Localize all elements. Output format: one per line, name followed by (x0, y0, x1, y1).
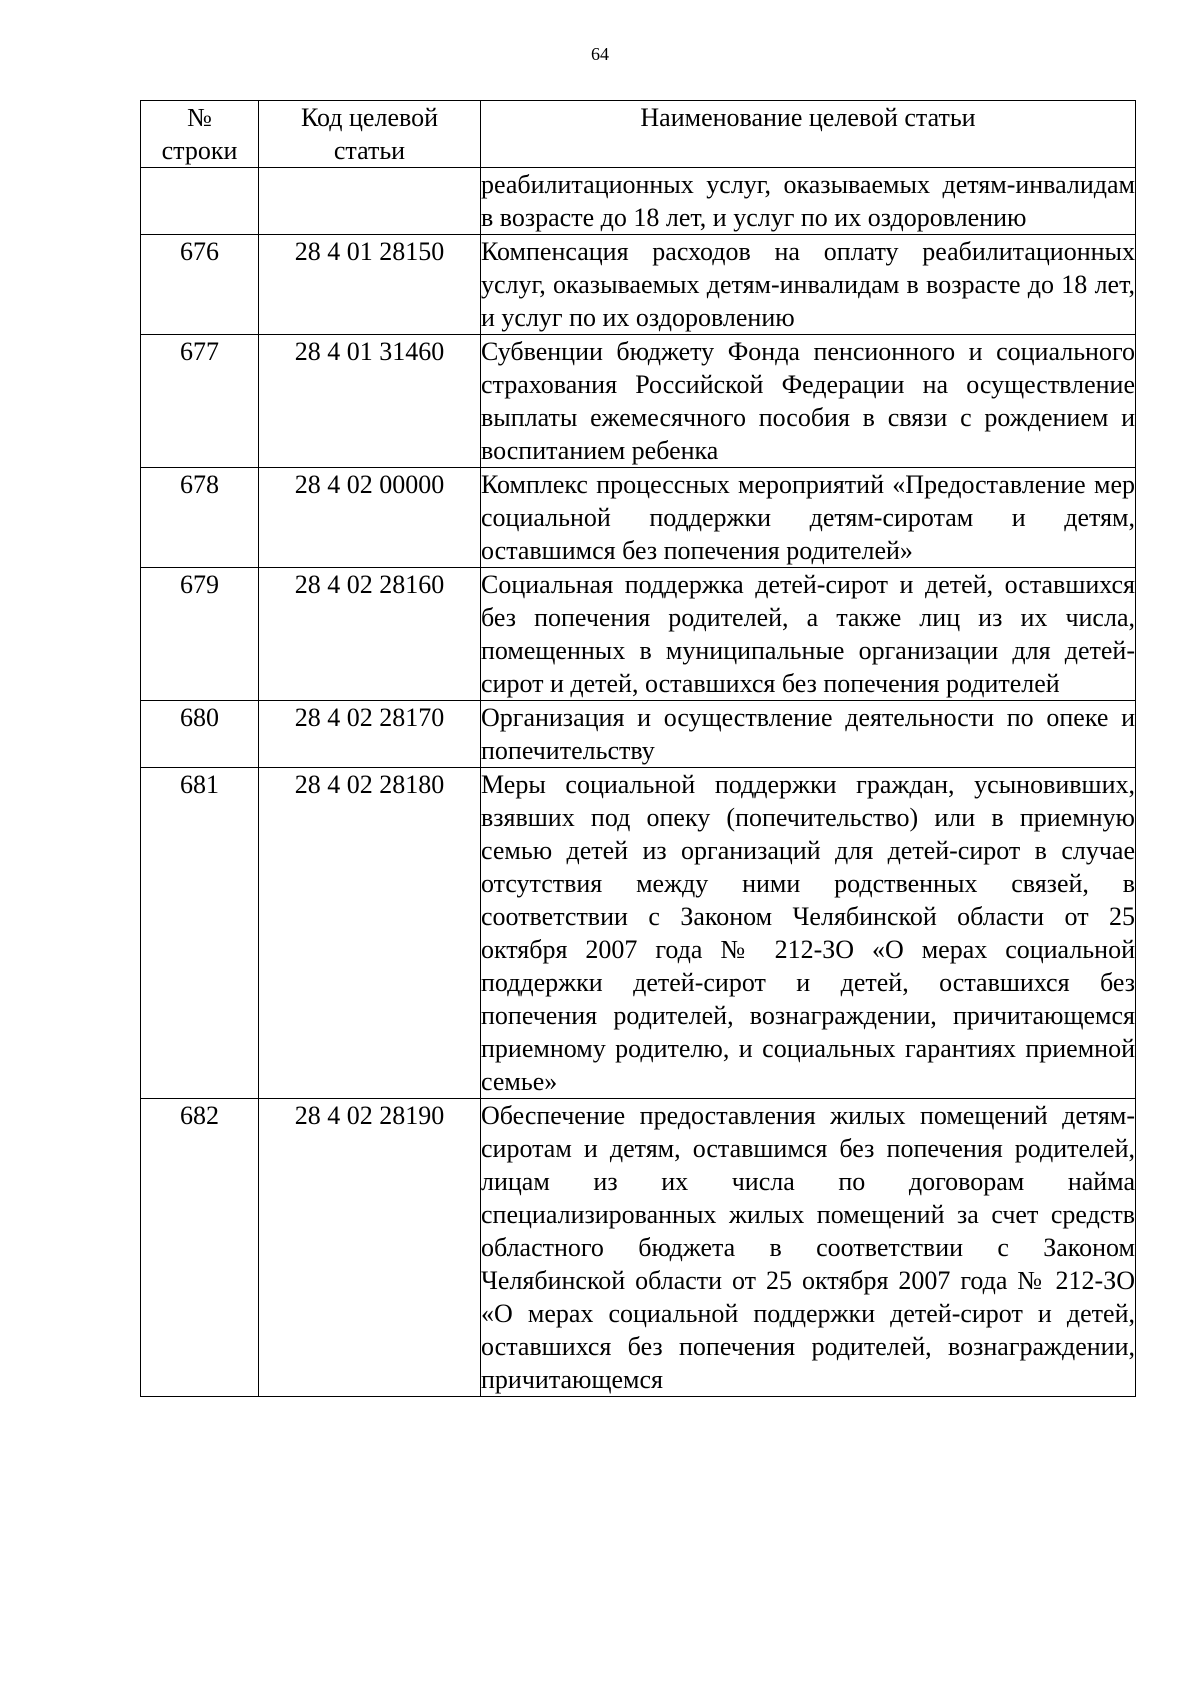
table-row (141, 168, 1136, 235)
table-body (141, 168, 1136, 1397)
article-code-cell: 28 4 02 28170 (259, 701, 481, 768)
table-header-row (141, 101, 1136, 168)
header-article-code-line1: Код целевой (300, 103, 438, 132)
article-name-cell: Меры социальной поддержки граждан, усыновивших, взявших под опеку (попечительство) или в приемную семью детей из организаций для детей-сирот в случае отсутствия между ними родственных связей, в соответствии с Законом Челябинской области от 25 октября 2007 года № 212-ЗО «О мерах социальной поддержки детей-сирот и детей, оставшихся без попечения родителей, вознаграждении, причитающемся приемному родителю, и социальных гарантиях приемной семье» (481, 768, 1136, 1099)
row-number-cell: 677 (141, 335, 259, 468)
row-number-cell (141, 168, 259, 235)
article-code-cell: 28 4 01 28150 (259, 235, 481, 335)
article-name-cell: Комплекс процессных мероприятий «Предоставление мер социальной поддержки детям-сиротам и детям, оставшимся без попечения родителей» (481, 468, 1136, 568)
row-number-cell: 680 (141, 701, 259, 768)
row-number-cell: 676 (141, 235, 259, 335)
table-row (141, 335, 1136, 468)
article-name-cell: Обеспечение предоставления жилых помещений детям-сиротам и детям, оставшимся без попечения родителей, лицам из их числа по договорам найма специализированных жилых помещений за счет средств областного бюджета в соответствии с Законом Челябинской области от 25 октября 2007 года № 212-ЗО «О мерах социальной поддержки детей-сирот и детей, оставшихся без попечения родителей, вознаграждении, причитающемся (481, 1099, 1136, 1397)
row-number-cell: 682 (141, 1099, 259, 1397)
header-row-number (141, 101, 259, 168)
article-name-cell: Социальная поддержка детей-сирот и детей, оставшихся без попечения родителей, а также лиц из их числа, помещенных в муниципальные организации для детей-сирот и детей, оставшихся без попечения родителей (481, 568, 1136, 701)
header-article-name: Наименование целевой статьи (481, 101, 1136, 168)
page-number: 64 (591, 44, 609, 64)
table-row (141, 768, 1136, 1099)
article-name-cell: Компенсация расходов на оплату реабилитационных услуг, оказываемых детям-инвалидам в возрасте до 18 лет, и услуг по их оздоровлению (481, 235, 1136, 335)
article-code-cell: 28 4 02 28190 (259, 1099, 481, 1397)
header-article-code-line2: статьи (333, 136, 406, 165)
table-row (141, 468, 1136, 568)
row-number-cell: 681 (141, 768, 259, 1099)
header-row-number-line2: строки (161, 136, 238, 165)
article-name-cell: Организация и осуществление деятельности по опеке и попечительству (481, 701, 1136, 768)
article-code-cell: 28 4 02 00000 (259, 468, 481, 568)
article-name-cell: реабилитационных услуг, оказываемых детям-инвалидам в возрасте до 18 лет, и услуг по их оздоровлению (481, 168, 1136, 235)
row-number-cell: 679 (141, 568, 259, 701)
header-article-code (259, 101, 481, 168)
table-row (141, 235, 1136, 335)
article-code-cell: 28 4 02 28160 (259, 568, 481, 701)
row-number-cell: 678 (141, 468, 259, 568)
article-code-cell: 28 4 01 31460 (259, 335, 481, 468)
header-row-number-line1: № (187, 103, 212, 132)
article-code-cell (259, 168, 481, 235)
article-name-cell: Субвенции бюджету Фонда пенсионного и социального страхования Российской Федерации на осуществление выплаты ежемесячного пособия в связи с рождением и воспитанием ребенка (481, 335, 1136, 468)
table-row (141, 701, 1136, 768)
article-code-cell: 28 4 02 28180 (259, 768, 481, 1099)
table-row (141, 1099, 1136, 1397)
target-articles-table (140, 100, 1136, 1397)
table-row (141, 568, 1136, 701)
